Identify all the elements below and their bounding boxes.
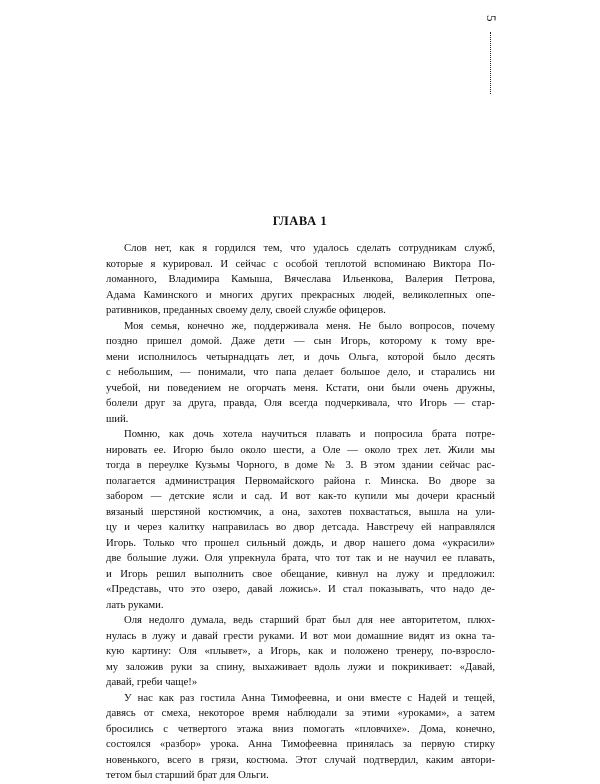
paragraph [88,427,495,613]
text-line: ративников, преданных своему делу, своей службе офицеров. [106,304,386,316]
text-line: полагается администрация Первомайского района г. Минска. Во дворе за [106,474,495,487]
chapter-title: ГЛАВА 1 [272,214,328,228]
text-line: вязаный шерстяной костюмчик, а она, захотев похвастаться, вышла на ули- [106,505,495,518]
text-line: две большие лужи. Оля упрекнула брата, что тот так и не научил ее плавать, [106,552,495,564]
text-line: новенького, всего в грязи, костюма. Этот случай подтвердил, каким автори- [106,753,495,766]
text-line: Слов нет, как я гордился тем, что удалось сделать сотрудникам служб, [124,242,495,254]
text-line: Игорь. Только что прошел сильный дождь, и двор нашего дома «украсили» [106,536,495,549]
page-number-marker [484,14,498,94]
text-line: и Игорь решил выполнить свое обещание, кивнул на лужу и предложил: [106,567,495,580]
text-line: Оля недолго думала, ведь старший брат был для нее авторитетом, плюх- [124,614,495,626]
text-line: состоялся «разбор» урока. Анна Тимофеевна принялась за первую стирку [106,738,495,750]
dotted-divider [490,32,491,94]
text-line: ший. [106,412,129,425]
text-line: тетом был старший брат для Ольги. [106,769,269,781]
text-line: которые я курировал. И сейчас с особой теплотой вспоминаю Виктора По- [106,257,495,270]
text-line: Помню, как дочь хотела научиться плавать и попросила брата потре- [124,428,495,440]
text-line: му заложив руки за спину, выхаживает вдоль лужи и покрикивает: «Давай, [106,660,495,673]
paragraph [88,319,495,428]
text-line: нировать ее. Игорю было около шести, а Оле — около трех лет. Жили мы [106,443,495,456]
text-line: забором — детские ясли и сад. И вот как-то купили мы дочери красный [106,490,495,502]
text-line: «Представь, что это озеро, давай ложись». И стал показывать, что надо де- [106,583,495,595]
chapter-body-text [88,241,495,784]
text-line: лать руками. [106,598,164,611]
text-line: поздно пришел домой. Даже дети — сын Игорь, которому к тому вре- [106,335,495,347]
paragraph [88,613,495,691]
text-line: учебой, ни поведением не огорчать меня. Кстати, они были очень дружны, [106,381,495,394]
text-line: мени исполнилось четырнадцать лет, и дочь Ольга, которой было десять [106,350,495,363]
paragraph [88,691,495,784]
text-line: цу и через калитку направилась во двор детсада. Навстречу ей направлялся [106,521,495,533]
text-line: тогда в переулке Кузьмы Чорного, в доме № 3. В этом здании сейчас рас- [106,459,495,471]
text-line: Моя семья, конечно же, поддерживала меня. Не было вопросов, почему [124,319,495,332]
text-line: ломанного, Владимира Камыша, Вячеслава Ильенкова, Валерия Петрова, [106,273,495,285]
text-line: болели друг за друга, правда, Оля всегда подчеркивала, что Игорь — стар- [106,397,495,409]
text-line: У нас как раз гостила Анна Тимофеевна, и они вместе с Надей и тещей, [124,691,495,704]
text-line: Адама Каминского и многих других прекрасных людей, великолепных опе- [106,288,495,301]
text-line: давай, греби чаще!» [106,676,198,688]
page-number: 5 [484,15,499,22]
text-line: нулась в лужу и давай грести руками. И вот мои домашние видят из окна та- [106,629,495,642]
paragraph [88,241,495,319]
text-line: кую картину: Оля «плывет», а Игорь, как и положено тренеру, по-взросло- [106,645,495,657]
text-line: с небольшим, — понимали, что папа делает большое дело, и старались ни [106,366,495,378]
text-line: давясь от смеха, некоторое время наблюдали за этими «уроками», а затем [106,707,495,719]
text-line: бросились с четвертого этажа вниз помогать «пловчихе». Дома, конечно, [106,722,495,735]
